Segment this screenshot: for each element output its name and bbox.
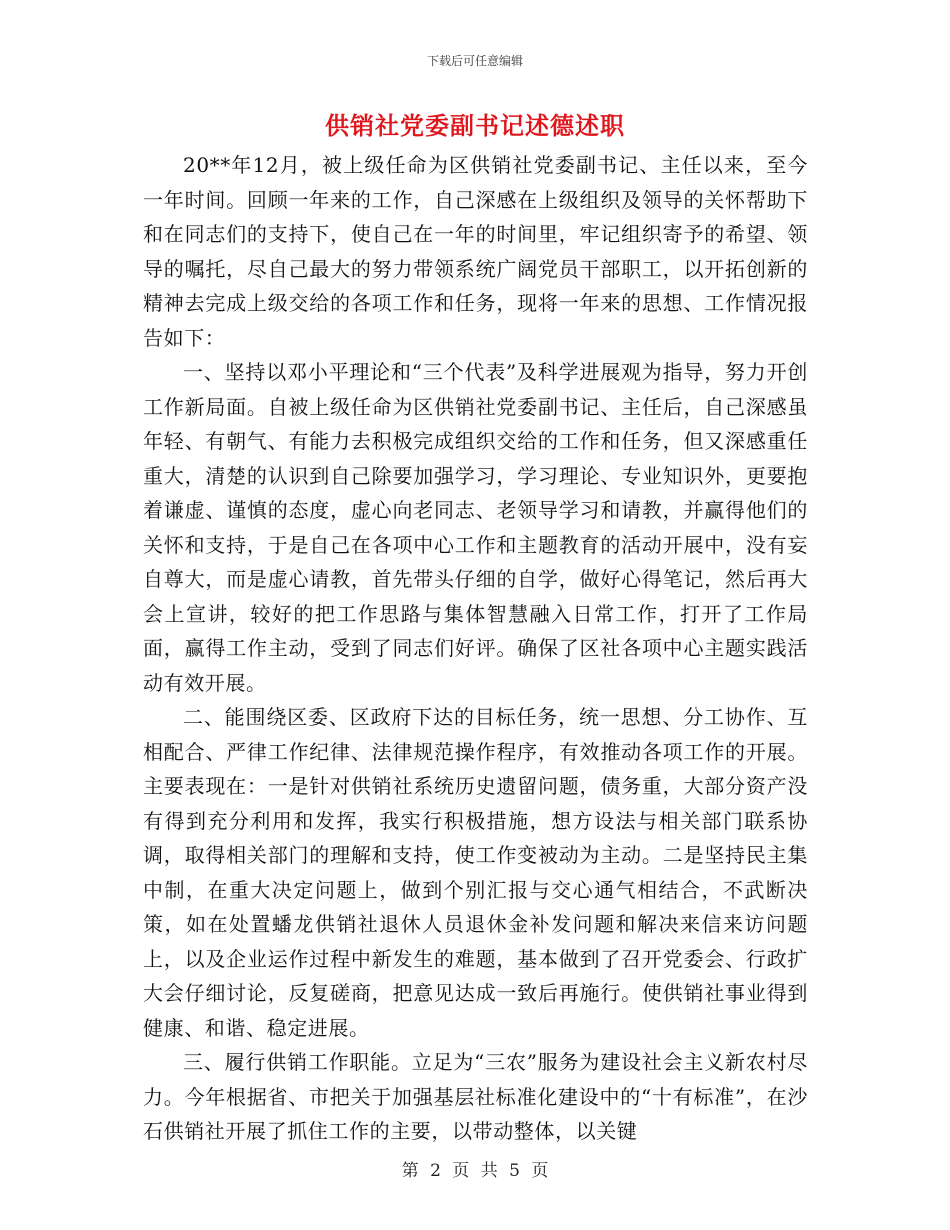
paragraph-section-1: 一、坚持以邓小平理论和“三个代表”及科学进展观为指导，努力开创工作新局面。自被上级任命为区供销社党委副书记、主任后，自己深感虽年轻、有朝气、有能力去积极完成组织交给的工作和任务，但又深感重任重大，清楚的认识到自己除要加强学习，学习理论、专业知识外，更要抱着谦虚、谨慎的态度，虚心向老同志、老领导学习和请教，并赢得他们的关怀和支持，于是自己在各项中心工作和主题教育的活动开展中，没有妄自尊大，而是虚心请教，首先带头仔细的自学，做好心得笔记，然后再大会上宣讲，较好的把工作思路与集体智慧融入日常工作，打开了工作局面，赢得工作主动，受到了同志们好评。确保了区社各项中心主题实践活动有效开展。 xyxy=(143,360,808,695)
header-note: 下载后可任意编辑 xyxy=(426,54,523,68)
document-body xyxy=(143,148,808,1149)
paragraph-section-2: 二、能围绕区委、区政府下达的目标任务，统一思想、分工协作、互相配合、严律工作纪律、法律规范操作程序，有效推动各项工作的开展。主要表现在：一是针对供销社系统历史遗留问题，债务重，大部分资产没有得到充分利用和发挥，我实行积极措施，想方设法与相关部门联系协调，取得相关部门的理解和支持，使工作变被动为主动。二是坚持民主集中制，在重大决定问题上，做到个别汇报与交心通气相结合，不武断决策，如在处置蟠龙供销社退休人员退休金补发问题和解决来信来访问题上，以及企业运作过程中新发生的难题，基本做到了召开党委会、行政扩大会仔细讨论，反复磋商，把意见达成一致后再施行。使供销社事业得到健康、和谐、稳定进展。 xyxy=(143,705,808,1040)
paragraph-intro: 20**年12月，被上级任命为区供销社党委副书记、主任以来，至今一年时间。回顾一年来的工作，自己深感在上级组织及领导的关怀帮助下和在同志们的支持下，使自己在一年的时间里，牢记组织寄予的希望、领导的嘱托，尽自己最大的努力带领系统广阔党员干部职工，以开拓创新的精神去完成上级交给的各项工作和任务，现将一年来的思想、工作情况报告如下： xyxy=(143,153,808,350)
document-title: 供销社党委副书记述德述职 xyxy=(325,112,625,140)
paragraph-section-3: 三、履行供销工作职能。立足为“三农”服务为建设社会主义新农村尽力。今年根据省、市把关于加强基层社标准化建设中的“十有标准”，在沙石供销社开展了抓住工作的主要，以带动整体，以关键 xyxy=(143,1050,808,1143)
page-number-footer: 第 2 页 共 5 页 xyxy=(401,1161,549,1181)
